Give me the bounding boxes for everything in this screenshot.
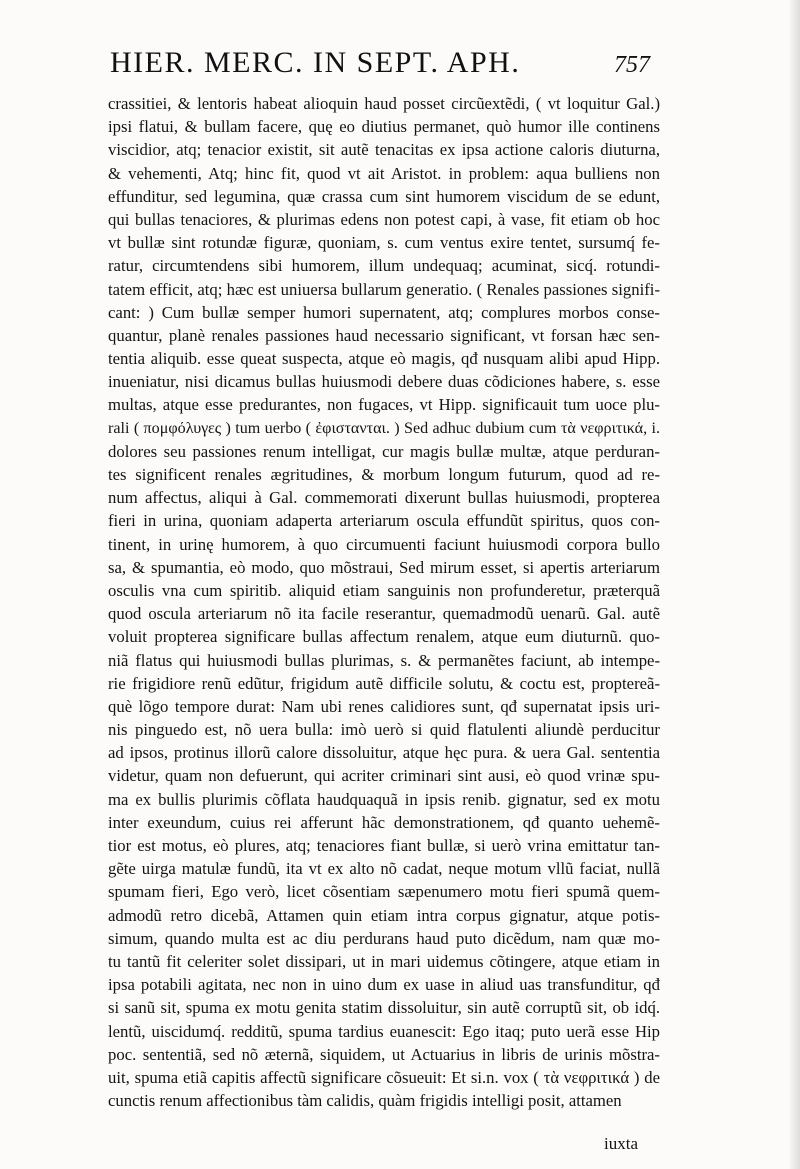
spine-shadow [788,0,800,1169]
text-line: rali ( πομφόλυγες ) tum uerbo ( ἐφιστανται. ) Sed adhuc dubium cum τὰ νεφριτικά, i. [108,419,660,437]
text-line: dolores seu passiones renum intelligat, cur magis bullæ multæ, atque perduran- [108,441,660,461]
text-line: quod oscula arteriarum nõ ita facile reserantur, quemadmodũ uenarũ. Gal. autẽ [108,604,660,624]
text-line: què lõgo tempore durat: Nam ubi renes calidiores sunt, qđ supernatat ipsis uri- [108,696,660,716]
text-line: crassitiei, & lentoris habeat alioquin haud posset circũextẽdi, ( vt loquitur Gal.) [108,94,660,113]
text-line: admodũ retro dicebã, Attamen quin etiam intra corpus gignatur, atque potis- [108,905,660,925]
text-line: osculis vna cum spiritib. aliquid etiam sanguinis non profunderetur, præterquã [108,580,660,600]
text-line: cunctis renum affectionibus tàm calidis, quàm frigidis intelligi posit, attamen [108,1091,622,1111]
text-line: rie frigidiore renũ edũtur, frigidum autẽ difficile solutu, & coctu est, proptereã- [108,673,660,693]
text-line: tu tantũ fit celeriter solet dissipari, ut in mari uidemus cõtingere, atque etiam in [108,951,660,971]
body-text [108,92,660,1112]
text-line: tinent, in urinę humorem, à quo circumuenti faciunt huiusmodi corpora bullo [108,534,660,554]
text-line: multas, atque esse predurantes, non fugaces, vt Hipp. significauit tum uoce plu- [108,395,660,415]
text-line: simum, quando multa est ac diu perdurans haud puto dicẽdum, nam quæ mo- [108,928,660,948]
text-line: voluit propterea significare bullas affectum renalem, atque eum diuturnũ. quo- [108,627,660,647]
text-line: nis pinguedo est, nõ uera bulla: imò uerò si quid flatulenti aliundè perducitur [108,720,660,740]
text-line: tentia aliquib. esse queat suspecta, atque eò magis, qđ nusquam alibi apud Hipp. [108,349,660,369]
text-line: ipsa potabili agitata, nec non in uino dum ex uase in aliud uas transfunditur, qđ [108,975,660,995]
page-number: 757 [614,52,650,78]
text-line: effunditur, sed legumina, quæ crassa cum sint humorem viscidum de se edunt, [108,186,660,206]
text-line: ratur, circumtendens sibi humorem, illum undequaq; acuminat, sicq́. rotundi- [108,256,660,276]
text-line: lentũ, uiscidumq́. redditũ, spuma tardius euanescit: Ego itaq; puto uerã esse Hip [108,1021,660,1041]
text-line: tior est motus, eò plures, atq; tenaciores fiant bullæ, si uerò vrina emittatur tan- [108,836,660,855]
text-line: inter exeundum, cuius rei afferunt hãc demonstrationem, qđ quanto uehemẽ- [108,812,660,832]
catchword: iuxta [604,1134,638,1153]
text-line: viscidior, atq; tenacior existit, sit autẽ tenacitas ex ipsa actione caloris diuturna, [108,140,660,160]
text-line: poc. sententiã, sed nõ æternã, siquidem, ut Actuarius in libris de urinis mõstra- [108,1044,660,1064]
running-head: HIER. MERC. IN SEPT. APH. [110,46,521,79]
text-line: fieri in urina, quoniam adaperta arteriarum oscula effundũt spiritus, quos con- [108,511,660,531]
text-line: tatem efficit, atq; hæc est uniuersa bullarum generatio. ( Renales passiones signifi- [108,279,660,299]
text-line: ad ipsos, protinus illorũ calore dissoluitur, atque hęc pura. & uera Gal. sententia [108,743,660,763]
text-line: inueniatur, nisi dicamus bullas huiusmodi debere duas cõdiciones habere, s. esse [108,372,660,392]
text-line: ipsi flatui, & bullam facere, quę eo diutius permanet, quò humor ille continens [108,117,660,137]
text-line: ma ex bullis plurimis cõflata haudquaquã in ipsis renib. gignatur, sed ex motu [108,789,660,809]
text-line: videtur, quam non defuerunt, qui acriter criminari sint ausi, eò quod vrinæ spu- [108,766,660,786]
text-line: & vehementi, Atq; hinc fit, quod vt ait Aristot. in problem: aqua bulliens non [108,163,660,183]
text-line: qui bullas tenaciores, & plurimas edens non potest capi, à vase, fit etiam ob hoc [108,209,660,229]
text-line: sa, & spumantia, eò modo, quo mõstraui, Sed mirum esset, si apertis arteriarum [108,557,660,577]
text-line: uit, spuma etiã capitis affectũ significare cõsueuit: Et si.n. vox ( τὰ νεφριτικά ) de [108,1067,660,1087]
text-line: si sanũ sit, spuma ex motu genita statim dissoluitur, sin autẽ corruptũ sit, ob idq́. [108,998,660,1018]
page-header [110,46,650,80]
text-line: gẽte uirga matulæ fundũ, ita vt ex alto nõ cadat, neque motum vllũ faciat, nullã [108,859,660,879]
text-line: spumam fieri, Ego verò, licet cõsentiam sæpenumero motu fieri spumã quem- [108,882,660,902]
text-line: cant: ) Cum bullæ semper humori supernatent, atq; complures morbos conse- [108,302,660,322]
text-line: num affectus, aliqui à Gal. commemorati dixerunt bullas huiusmodi, propterea [108,488,660,508]
text-line: vt bullæ sint rotundæ figuræ, quoniam, s. cum ventus exire tentet, sursumq́ fe- [108,233,660,253]
text-line: niã flatus qui huiusmodi bullas plurimas, s. & permanẽtes faciunt, ab intempe- [108,650,660,670]
text-line: quantur, planè renales passiones haud necessario significant, vt forsan hæc sen- [108,325,660,345]
text-line: tes significent renales ægritudines, & morbum longum futurum, quod ad re- [108,465,660,484]
